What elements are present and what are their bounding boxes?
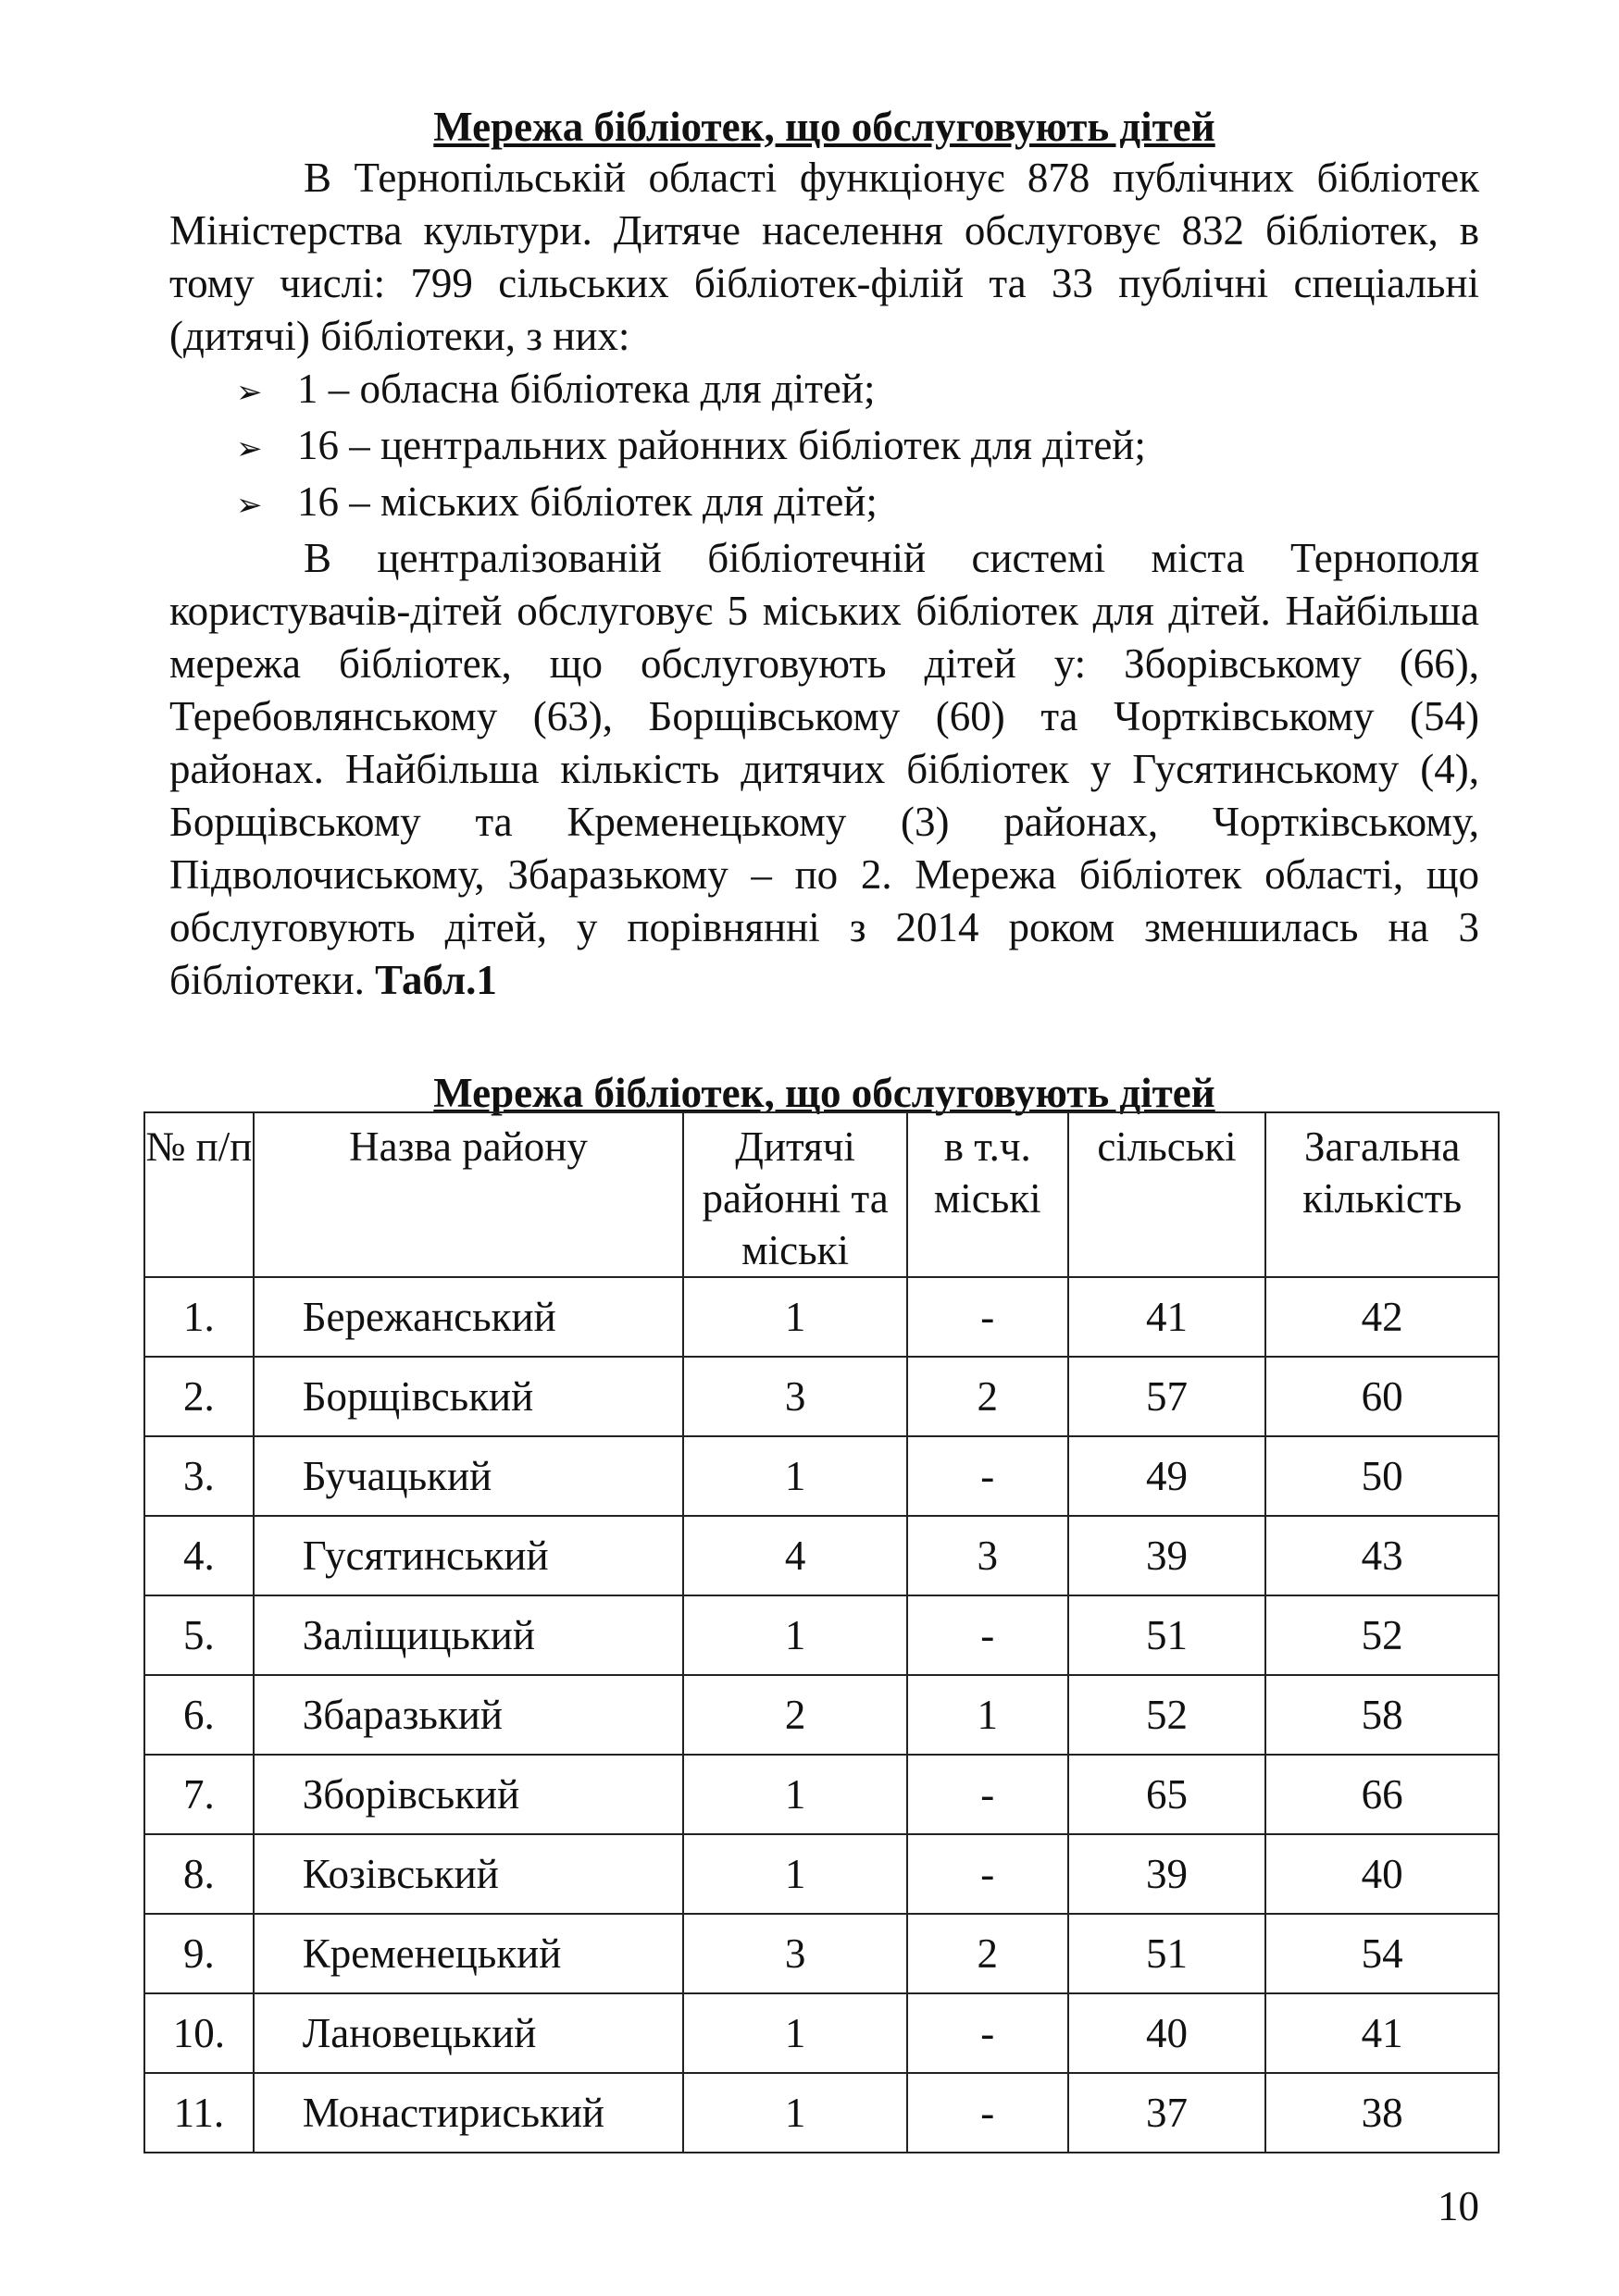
cell-district: Лановецький: [254, 1993, 684, 2073]
cell-incl-city: 3: [907, 1516, 1068, 1595]
table-row: [144, 1277, 1499, 1357]
cell-rural: 40: [1068, 1993, 1266, 2073]
cell-num: 9.: [144, 1914, 254, 1993]
cell-incl-city: -: [907, 2073, 1068, 2153]
cell-district: Гусятинський: [254, 1516, 684, 1595]
cell-incl-city: -: [907, 1277, 1068, 1357]
cell-incl-city: -: [907, 1595, 1068, 1675]
cell-total: 50: [1265, 1436, 1499, 1516]
network-paragraph: [169, 532, 1479, 1007]
cell-total: 54: [1265, 1914, 1499, 1993]
table-row: [144, 1834, 1499, 1914]
cell-district-city: 1: [683, 2073, 907, 2153]
header-incl-city: в т.ч. міські: [907, 1112, 1068, 1277]
cell-district: Борщівський: [254, 1357, 684, 1436]
cell-incl-city: 2: [907, 1914, 1068, 1993]
cell-total: 60: [1265, 1357, 1499, 1436]
cell-incl-city: -: [907, 1436, 1068, 1516]
cell-district: Монастириський: [254, 2073, 684, 2153]
list-item: [236, 419, 1479, 476]
header-rural: сільські: [1068, 1112, 1266, 1277]
cell-total: 43: [1265, 1516, 1499, 1595]
header-num: № п/п: [144, 1112, 254, 1277]
cell-district-city: 3: [683, 1914, 907, 1993]
cell-num: 5.: [144, 1595, 254, 1675]
cell-incl-city: 2: [907, 1357, 1068, 1436]
cell-num: 7.: [144, 1755, 254, 1834]
cell-num: 4.: [144, 1516, 254, 1595]
document-page: [169, 102, 1479, 1118]
table-row: [144, 2073, 1499, 2153]
list-item-text: 16 – міських бібліотек для дітей;: [297, 478, 878, 525]
network-paragraph-text: В централізованій бібліотечній системі міста Тернополя користувачів-дітей обслуговує 5 міських бібліотек для дітей. Найбільша мережа бібліотек, що обслуговують дітей у: Зборівському (66), Теребовлянському (63), Борщівському (60) та Чортківському (54) районах. Найбільша кількість дитячих бібліотек у Гусятинському (4), Борщівському та Кременецькому (3) районах, Чортківському, Підволочиському, Збаразькому – по 2. Мережа бібліотек області, що обслуговують дітей, у порівнянні з 2014 роком зменшилась на 3 бібліотеки.: [169, 535, 1479, 1003]
list-item-text: 16 – центральних районних бібліотек для дітей;: [297, 422, 1146, 468]
cell-num: 10.: [144, 1993, 254, 2073]
table-row: [144, 1357, 1499, 1436]
cell-total: 41: [1265, 1993, 1499, 2073]
cell-total: 40: [1265, 1834, 1499, 1914]
cell-num: 11.: [144, 2073, 254, 2153]
header-total: Загальна кількість: [1265, 1112, 1499, 1277]
cell-district-city: 1: [683, 1755, 907, 1834]
cell-rural: 51: [1068, 1914, 1266, 1993]
cell-district: Кременецький: [254, 1914, 684, 1993]
arrow-bullet-icon: ➢: [236, 374, 263, 411]
cell-district-city: 3: [683, 1357, 907, 1436]
cell-rural: 39: [1068, 1516, 1266, 1595]
cell-incl-city: -: [907, 1834, 1068, 1914]
cell-district-city: 1: [683, 1436, 907, 1516]
cell-rural: 41: [1068, 1277, 1266, 1357]
cell-district: Бучацький: [254, 1436, 684, 1516]
list-item-text: 1 – обласна бібліотека для дітей;: [297, 366, 876, 412]
cell-rural: 37: [1068, 2073, 1266, 2153]
cell-incl-city: -: [907, 1755, 1068, 1834]
cell-district-city: 1: [683, 1595, 907, 1675]
cell-total: 38: [1265, 2073, 1499, 2153]
cell-district-city: 4: [683, 1516, 907, 1595]
cell-num: 2.: [144, 1357, 254, 1436]
table-row: [144, 1675, 1499, 1755]
table-row: [144, 1993, 1499, 2073]
table-header-row: [144, 1112, 1499, 1277]
list-item: [236, 476, 1479, 532]
cell-num: 1.: [144, 1277, 254, 1357]
cell-district: Заліщицький: [254, 1595, 684, 1675]
cell-district-city: 1: [683, 1834, 907, 1914]
table-title: Мережа бібліотек, що обслуговують дітей: [433, 1070, 1215, 1116]
arrow-bullet-icon: ➢: [236, 487, 263, 524]
cell-incl-city: 1: [907, 1675, 1068, 1755]
cell-rural: 51: [1068, 1595, 1266, 1675]
cell-incl-city: -: [907, 1993, 1068, 2073]
library-type-list: [169, 363, 1479, 532]
cell-rural: 49: [1068, 1436, 1266, 1516]
cell-district: Козівський: [254, 1834, 684, 1914]
section-heading: Мережа бібліотек, що обслуговують дітей: [433, 104, 1215, 150]
header-name: Назва району: [254, 1112, 684, 1277]
cell-district: Збаразький: [254, 1675, 684, 1755]
table-reference: Табл.1: [375, 957, 497, 1003]
table-row: [144, 1595, 1499, 1675]
table-row: [144, 1755, 1499, 1834]
cell-num: 3.: [144, 1436, 254, 1516]
header-district-city: Дитячі районні та міські: [683, 1112, 907, 1277]
cell-rural: 65: [1068, 1755, 1266, 1834]
cell-num: 6.: [144, 1675, 254, 1755]
cell-district-city: 1: [683, 1277, 907, 1357]
cell-rural: 57: [1068, 1357, 1266, 1436]
cell-total: 52: [1265, 1595, 1499, 1675]
cell-district-city: 2: [683, 1675, 907, 1755]
table-row: [144, 1436, 1499, 1516]
cell-district-city: 1: [683, 1993, 907, 2073]
intro-paragraph: В Тернопільській області функціонує 878 публічних бібліотек Міністерства культури. Дитяче населення обслуговує 832 бібліотек, в тому числі: 799 сільських бібліотек-філій та 33 публічні спеціальні (дитячі) бібліотеки, з них:: [169, 155, 1479, 359]
library-network-table: [143, 1111, 1500, 2153]
cell-district: Зборівський: [254, 1755, 684, 1834]
cell-num: 8.: [144, 1834, 254, 1914]
cell-rural: 52: [1068, 1675, 1266, 1755]
cell-total: 58: [1265, 1675, 1499, 1755]
list-item: [236, 363, 1479, 419]
cell-rural: 39: [1068, 1834, 1266, 1914]
table-row: [144, 1914, 1499, 1993]
arrow-bullet-icon: ➢: [236, 430, 263, 467]
cell-district: Бережанський: [254, 1277, 684, 1357]
cell-total: 66: [1265, 1755, 1499, 1834]
table-row: [144, 1516, 1499, 1595]
cell-total: 42: [1265, 1277, 1499, 1357]
page-number: 10: [1438, 2183, 1479, 2229]
